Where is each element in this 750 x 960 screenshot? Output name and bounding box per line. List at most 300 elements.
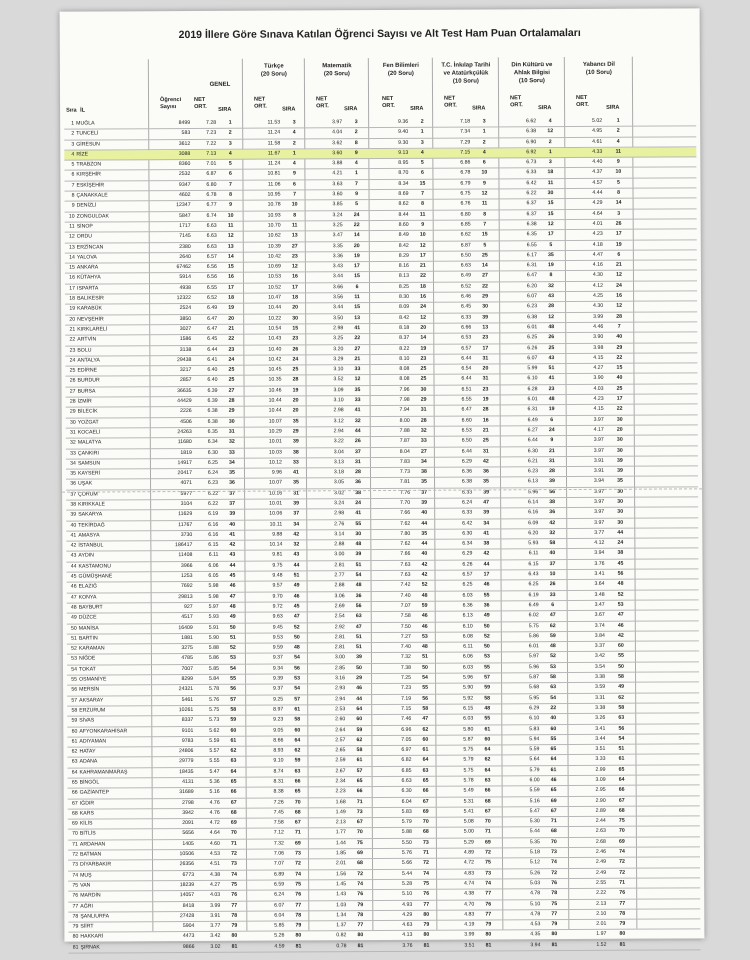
- matematik-net-cell: 3.29: [333, 356, 344, 363]
- rank-cell: 10: [68, 213, 75, 220]
- inkilap-rank-cell: 77: [485, 890, 492, 897]
- rank-cell: 74: [72, 872, 79, 879]
- genel-net-cell: 6.77: [206, 202, 217, 209]
- student-count-cell: 4602: [178, 192, 191, 199]
- inkilap-net-cell: 5.75: [463, 746, 474, 753]
- fen-net-cell: 7.63: [400, 561, 411, 568]
- din-net-cell: 3.94: [530, 941, 541, 948]
- din-rank-cell: 26: [549, 581, 556, 588]
- genel-net-cell: 6.55: [206, 284, 218, 291]
- matematik-rank-cell: 38: [355, 489, 361, 496]
- yabanci-net-cell: 2.01: [596, 920, 607, 928]
- yabanci-rank-cell: 40: [616, 333, 623, 341]
- student-count-cell: 31689: [179, 789, 194, 796]
- yabanci-rank-cell: 75: [618, 817, 625, 824]
- inkilap-rank-cell: 74: [485, 880, 492, 887]
- rank-cell: 26: [69, 378, 76, 385]
- rank-cell: 61: [71, 738, 78, 745]
- din-rank-cell: 55: [550, 735, 557, 742]
- din-rank-cell: 78: [551, 890, 558, 897]
- turkce-net-cell: 9.39: [272, 675, 284, 682]
- din-net-cell: 5.83: [529, 725, 540, 732]
- matematik-net-cell: 2.94: [333, 428, 344, 435]
- inkilap-rank-cell: 68: [484, 798, 491, 805]
- yabanci-rank-cell: 7: [617, 323, 621, 330]
- din-rank-cell: 23: [548, 385, 555, 392]
- genel-rank-cell: 70: [230, 830, 237, 837]
- inkilap-net-cell: 6.46: [460, 293, 472, 300]
- din-rank-cell: 10: [549, 571, 556, 578]
- inkilap-net-cell: 4.19: [464, 921, 475, 928]
- student-count-cell: 5656: [182, 830, 194, 837]
- inkilap-rank-cell: 17: [482, 344, 489, 352]
- province-cell: NEVŞEHİR: [77, 316, 104, 323]
- genel-rank-cell: 73: [231, 861, 237, 868]
- matematik-net-cell: 2.98: [333, 407, 344, 414]
- turkce-net-cell: 7.58: [273, 819, 284, 826]
- inkilap-rank-cell: 60: [484, 736, 491, 743]
- din-net-cell: 6.92: [526, 149, 537, 156]
- matematik-net-cell: 1.45: [336, 881, 347, 888]
- genel-net-cell: 6.38: [207, 418, 218, 425]
- fen-net-cell: 8.42: [399, 314, 410, 321]
- turkce-net-cell: 10.54: [268, 325, 282, 332]
- fen-net-cell: 7.94: [399, 407, 410, 414]
- fen-net-cell: 7.83: [399, 458, 410, 465]
- inkilap-rank-cell: 23: [482, 386, 489, 393]
- province-cell: ELAZIĞ: [78, 583, 98, 590]
- matematik-rank-cell: 75: [357, 839, 363, 846]
- yabanci-net-cell: 4.30: [592, 272, 603, 279]
- inkilap-rank-cell: 1: [482, 128, 486, 135]
- yabanci-net-cell: 2.68: [595, 838, 606, 845]
- genel-rank-cell: 21: [228, 325, 235, 332]
- turkce-net-cell: 9.75: [272, 562, 283, 569]
- matematik-rank-cell: 13: [354, 314, 361, 321]
- student-count-cell: 8299: [181, 676, 194, 683]
- fen-net-cell: 9.13: [398, 149, 409, 156]
- yabanci-net-cell: 3.33: [595, 756, 606, 763]
- yabanci-net-cell: 4.40: [592, 159, 603, 166]
- genel-net-cell: 5.59: [209, 737, 220, 744]
- student-count-cell: 4473: [182, 933, 195, 940]
- rank-cell: 77: [72, 903, 79, 910]
- matematik-net-cell: 3.36: [332, 253, 343, 260]
- din-net-cell: 6.33: [526, 169, 537, 176]
- fen-net-cell: 8.25: [398, 283, 410, 290]
- inkilap-net-cell: 6.57: [461, 345, 472, 352]
- student-count-cell: 29779: [179, 758, 194, 765]
- rank-cell: 41: [70, 532, 77, 539]
- rank-cell: 17: [69, 285, 76, 292]
- province-cell: ISPARTA: [77, 285, 99, 292]
- matematik-rank-cell: 44: [354, 428, 361, 435]
- yabanci-net-cell: 3.97: [594, 509, 605, 516]
- din-rank-cell: 4: [548, 118, 552, 125]
- turkce-rank-cell: 16: [292, 273, 298, 280]
- inkilap-net-cell: 6.03: [462, 664, 474, 671]
- inkilap-rank-cell: 81: [485, 942, 492, 949]
- matematik-rank-cell: 73: [356, 808, 363, 816]
- rank-cell: 53: [71, 656, 77, 663]
- header-net: NET ORT.: [254, 96, 267, 110]
- din-rank-cell: 12: [547, 221, 554, 228]
- genel-rank-cell: 28: [228, 397, 235, 404]
- yabanci-net-cell: 3.90: [593, 375, 604, 382]
- fen-net-cell: 7.27: [400, 633, 411, 640]
- inkilap-net-cell: 6.55: [461, 396, 472, 403]
- province-cell: KAYSERİ: [77, 470, 101, 477]
- din-net-cell: 6.49: [527, 416, 538, 423]
- fen-rank-cell: 24: [420, 304, 427, 311]
- genel-rank-cell: 52: [229, 644, 236, 651]
- fen-net-cell: 7.38: [400, 664, 412, 671]
- inkilap-rank-cell: 12: [481, 190, 488, 197]
- matematik-rank-cell: 61: [356, 757, 363, 764]
- genel-net-cell: 5.73: [209, 717, 220, 724]
- din-net-cell: 6.35: [526, 231, 537, 238]
- student-count-cell: 14057: [179, 892, 195, 899]
- genel-net-cell: 3.99: [210, 902, 221, 909]
- genel-rank-cell: 25: [228, 377, 235, 384]
- student-count-cell: 5914: [179, 274, 191, 281]
- student-count-cell: 1819: [180, 449, 192, 456]
- genel-rank-cell: 36: [229, 480, 235, 487]
- din-rank-cell: 28: [549, 468, 555, 475]
- turkce-rank-cell: 4: [292, 129, 296, 136]
- inkilap-rank-cell: 57: [484, 674, 490, 681]
- matematik-rank-cell: 74: [357, 881, 364, 888]
- genel-net-cell: 5.16: [209, 789, 220, 796]
- header-il: İL: [80, 107, 86, 114]
- inkilap-net-cell: 7.34: [460, 128, 471, 135]
- province-cell: MERSİN: [79, 686, 100, 693]
- turkce-rank-cell: 25: [292, 366, 299, 373]
- din-rank-cell: 36: [549, 509, 556, 516]
- yabanci-rank-cell: 12: [616, 303, 623, 310]
- din-rank-cell: 65: [550, 746, 557, 753]
- yabanci-rank-cell: 2: [616, 128, 620, 135]
- din-rank-cell: 12: [548, 313, 555, 320]
- yabanci-net-cell: 2.44: [595, 818, 606, 825]
- genel-rank-cell: 49: [229, 614, 236, 621]
- genel-rank-cell: 18: [228, 294, 234, 301]
- yabanci-rank-cell: 30: [616, 447, 623, 454]
- genel-net-cell: 6.06: [208, 562, 219, 569]
- matematik-net-cell: 3.10: [333, 397, 344, 404]
- yabanci-net-cell: 3.97: [593, 437, 604, 444]
- fen-rank-cell: 16: [420, 293, 426, 300]
- inkilap-rank-cell: 4: [482, 149, 486, 156]
- fen-net-cell: 6.82: [401, 757, 412, 764]
- fen-net-cell: 4.13: [402, 932, 413, 939]
- matematik-rank-cell: 17: [354, 263, 360, 270]
- turkce-net-cell: 8.93: [273, 747, 284, 754]
- din-net-cell: 6.10: [529, 715, 540, 722]
- din-rank-cell: 52: [550, 653, 556, 660]
- fen-rank-cell: 44: [421, 540, 428, 547]
- yabanci-rank-cell: 6: [617, 251, 621, 258]
- turkce-net-cell: 10.46: [268, 387, 282, 394]
- fen-rank-cell: 15: [419, 180, 426, 187]
- genel-rank-cell: 62: [230, 747, 237, 754]
- matematik-net-cell: 2.13: [335, 819, 346, 826]
- matematik-rank-cell: 14: [353, 232, 360, 239]
- province-cell: VAN: [80, 882, 91, 889]
- fen-net-cell: 7.66: [400, 551, 411, 558]
- fen-rank-cell: 73: [423, 839, 429, 846]
- genel-rank-cell: 27: [228, 387, 235, 394]
- province-cell: AMASYA: [78, 532, 100, 539]
- yabanci-rank-cell: 3: [617, 210, 621, 217]
- fen-net-cell: 7.07: [400, 602, 411, 609]
- fen-net-cell: 7.98: [399, 396, 410, 403]
- yabanci-net-cell: 4.12: [594, 540, 605, 547]
- yabanci-rank-cell: 58: [618, 704, 625, 711]
- genel-rank-cell: 60: [230, 727, 237, 734]
- din-rank-cell: 2: [548, 138, 552, 145]
- fen-net-cell: 8.13: [398, 273, 409, 280]
- inkilap-net-cell: 6.57: [462, 571, 473, 578]
- rank-cell: 54: [71, 666, 78, 673]
- yabanci-net-cell: 2.49: [595, 869, 607, 876]
- student-count-cell: 3850: [179, 315, 192, 322]
- inkilap-net-cell: 6.66: [461, 324, 472, 331]
- turkce-net-cell: 7.06: [273, 850, 284, 857]
- inkilap-rank-cell: 3: [482, 118, 486, 125]
- matematik-rank-cell: 80: [357, 932, 364, 939]
- rank-cell: 65: [71, 779, 78, 786]
- din-rank-cell: 12: [547, 128, 554, 135]
- fen-net-cell: 8.00: [399, 417, 410, 424]
- province-cell: ERZURUM: [79, 707, 106, 714]
- rank-cell: 1: [71, 120, 75, 127]
- rank-cell: 52: [71, 645, 77, 652]
- inkilap-net-cell: 6.29: [461, 458, 472, 465]
- rank-cell: 16: [69, 275, 75, 282]
- fen-rank-cell: 70: [422, 818, 429, 825]
- yabanci-rank-cell: 17: [615, 231, 622, 238]
- province-cell: BURSA: [77, 388, 96, 395]
- header-net: NET ORT.: [444, 95, 457, 109]
- student-count-cell: 5977: [180, 490, 193, 497]
- yabanci-net-cell: 3.84: [594, 632, 605, 639]
- yabanci-rank-cell: 68: [618, 807, 625, 814]
- matematik-net-cell: 2.57: [335, 737, 346, 744]
- fen-net-cell: 4.93: [402, 901, 413, 908]
- matematik-rank-cell: 51: [355, 633, 362, 640]
- inkilap-net-cell: 6.03: [463, 715, 474, 722]
- yabanci-net-cell: 3.38: [594, 673, 606, 680]
- student-count-cell: 2640: [179, 253, 191, 260]
- rank-cell: 32: [70, 439, 76, 446]
- student-count-cell: 11767: [178, 521, 193, 528]
- fen-rank-cell: 64: [422, 757, 429, 764]
- student-count-cell: 3138: [179, 346, 192, 353]
- inkilap-net-cell: 6.80: [460, 211, 471, 218]
- genel-rank-cell: 48: [229, 603, 236, 610]
- turkce-rank-cell: 12: [292, 263, 298, 270]
- matematik-rank-cell: 72: [357, 870, 363, 877]
- student-count-cell: 6773: [182, 871, 195, 878]
- inkilap-rank-cell: 41: [483, 530, 490, 537]
- fen-rank-cell: 71: [423, 849, 429, 856]
- matematik-rank-cell: 58: [356, 747, 363, 754]
- din-net-cell: 6.47: [526, 272, 537, 279]
- yabanci-net-cell: 4.37: [592, 169, 603, 176]
- student-count-cell: 186417: [175, 542, 193, 549]
- yabanci-net-cell: 4.46: [593, 323, 604, 330]
- din-rank-cell: 26: [548, 334, 555, 341]
- fen-rank-cell: 59: [421, 602, 428, 609]
- din-rank-cell: 46: [550, 777, 557, 784]
- inkilap-net-cell: 5.79: [463, 756, 474, 763]
- matematik-net-cell: 0.82: [336, 932, 347, 939]
- inkilap-net-cell: 3.51: [464, 942, 475, 949]
- inkilap-net-cell: 5.41: [463, 808, 474, 815]
- genel-net-cell: 6.40: [207, 377, 218, 384]
- turkce-rank-cell: 50: [293, 634, 300, 641]
- fen-net-cell: 7.81: [399, 479, 411, 486]
- fen-net-cell: 7.96: [399, 386, 410, 393]
- matematik-rank-cell: 50: [356, 664, 362, 671]
- din-net-cell: 6.17: [526, 252, 537, 259]
- yabanci-rank-cell: 17: [616, 395, 623, 402]
- inkilap-rank-cell: 39: [482, 314, 489, 321]
- turkce-rank-cell: 29: [292, 428, 299, 435]
- matematik-rank-cell: 9: [354, 150, 358, 157]
- yabanci-net-cell: 3.99: [593, 313, 604, 320]
- student-count-cell: 7145: [179, 233, 191, 240]
- fen-net-cell: 7.46: [401, 716, 412, 723]
- student-count-cell: 3966: [180, 562, 193, 569]
- student-count-cell: 583: [181, 130, 191, 137]
- inkilap-net-cell: 4.89: [463, 849, 474, 856]
- genel-net-cell: 6.16: [208, 531, 219, 538]
- student-count-cell: 4506: [180, 418, 192, 425]
- matematik-net-cell: 2.60: [335, 716, 346, 723]
- inkilap-net-cell: 6.50: [461, 437, 472, 444]
- yabanci-net-cell: 4.23: [592, 231, 603, 238]
- inkilap-net-cell: 6.24: [462, 499, 473, 506]
- inkilap-rank-cell: 55: [484, 664, 490, 671]
- din-rank-cell: 38: [549, 499, 556, 506]
- matematik-net-cell: 3.60: [332, 191, 343, 198]
- fen-net-cell: 5.79: [401, 819, 412, 826]
- genel-net-cell: 6.52: [206, 294, 218, 301]
- din-net-cell: 5.93: [528, 540, 539, 547]
- rank-cell: 5: [71, 161, 75, 168]
- student-count-cell: 5461: [181, 696, 194, 703]
- province-cell: ORDU: [76, 233, 93, 240]
- inkilap-net-cell: 5.49: [463, 787, 474, 794]
- matematik-net-cell: 2.65: [335, 747, 346, 754]
- province-table-body: [64, 116, 700, 953]
- matematik-net-cell: 2.81: [334, 634, 345, 641]
- rank-cell: 75: [72, 882, 79, 889]
- genel-rank-cell: 20: [228, 315, 235, 322]
- din-rank-cell: 56: [549, 488, 555, 495]
- turkce-rank-cell: 20: [292, 407, 299, 414]
- genel-rank-cell: 58: [230, 706, 237, 713]
- province-cell: BOLU: [77, 347, 92, 354]
- inkilap-net-cell: 6.52: [460, 283, 472, 290]
- inkilap-rank-cell: 28: [482, 406, 489, 413]
- turkce-rank-cell: 52: [293, 623, 300, 631]
- rank-cell: 46: [70, 583, 77, 590]
- fen-rank-cell: 27: [420, 448, 427, 455]
- matematik-rank-cell: 79: [357, 901, 364, 908]
- matematik-net-cell: 3.04: [333, 448, 344, 455]
- student-count-cell: 4131: [182, 778, 194, 786]
- genel-net-cell: 4.64: [209, 830, 220, 837]
- province-cell: ARTVİN: [77, 336, 97, 343]
- din-net-cell: 6.09: [528, 519, 539, 526]
- turkce-net-cell: 10.53: [267, 273, 281, 281]
- inkilap-net-cell: 6.03: [462, 592, 473, 599]
- province-cell: UŞAK: [78, 480, 93, 487]
- rank-cell: 19: [69, 305, 76, 312]
- yabanci-rank-cell: 45: [617, 560, 624, 567]
- rank-cell: 67: [71, 800, 78, 807]
- inkilap-rank-cell: 23: [482, 334, 489, 341]
- genel-net-cell: 6.63: [206, 243, 217, 250]
- fen-rank-cell: 46: [421, 613, 428, 620]
- genel-rank-cell: 4: [228, 150, 232, 157]
- din-net-cell: 4.35: [530, 931, 541, 938]
- genel-net-cell: 6.39: [207, 387, 218, 394]
- student-count-cell: 2226: [180, 408, 192, 415]
- yabanci-net-cell: 3.76: [594, 560, 605, 567]
- din-net-cell: 6.22: [526, 190, 537, 197]
- yabanci-rank-cell: 48: [617, 581, 624, 588]
- student-count-cell: 44429: [177, 398, 192, 405]
- yabanci-rank-cell: 5: [617, 179, 620, 186]
- province-cell: MANİSA: [78, 625, 99, 632]
- genel-net-cell: 6.39: [207, 397, 218, 404]
- genel-rank-cell: 44: [229, 562, 236, 569]
- province-cell: KASTAMONU: [78, 563, 111, 570]
- inkilap-net-cell: 5.78: [463, 777, 474, 784]
- fen-rank-cell: 52: [421, 582, 428, 589]
- genel-rank-cell: 55: [230, 675, 236, 682]
- genel-net-cell: 4.53: [209, 850, 220, 857]
- fen-net-cell: 6.97: [401, 746, 412, 754]
- yabanci-rank-cell: 46: [617, 622, 624, 629]
- inkilap-net-cell: 6.15: [463, 705, 474, 712]
- din-net-cell: 6.43: [528, 571, 539, 578]
- fen-net-cell: 4.29: [402, 911, 413, 918]
- document-title: 2019 İllere Göre Sınava Katılan Öğrenci Sayısı ve Alt Test Ham Puan Ortalamaları: [178, 26, 581, 42]
- inkilap-net-cell: 4.83: [463, 870, 475, 877]
- yabanci-net-cell: 2.90: [595, 797, 606, 804]
- rank-cell: 55: [71, 676, 78, 683]
- fen-net-cell: 7.40: [400, 643, 411, 651]
- province-cell: ÇANKIRI: [77, 449, 99, 457]
- yabanci-net-cell: 3.90: [593, 334, 604, 341]
- matematik-net-cell: 2.64: [335, 726, 346, 733]
- fen-rank-cell: 9: [421, 221, 425, 228]
- turkce-net-cell: 10.69: [267, 263, 281, 270]
- genel-rank-cell: 61: [230, 737, 237, 744]
- inkilap-rank-cell: 44: [483, 561, 490, 568]
- matematik-net-cell: 2.94: [335, 695, 346, 702]
- student-count-cell: 24806: [178, 748, 194, 755]
- table-row: [68, 940, 700, 954]
- genel-net-cell: 4.03: [210, 892, 221, 899]
- genel-net-cell: 4.60: [209, 840, 220, 847]
- turkce-net-cell: 9.05: [273, 727, 284, 734]
